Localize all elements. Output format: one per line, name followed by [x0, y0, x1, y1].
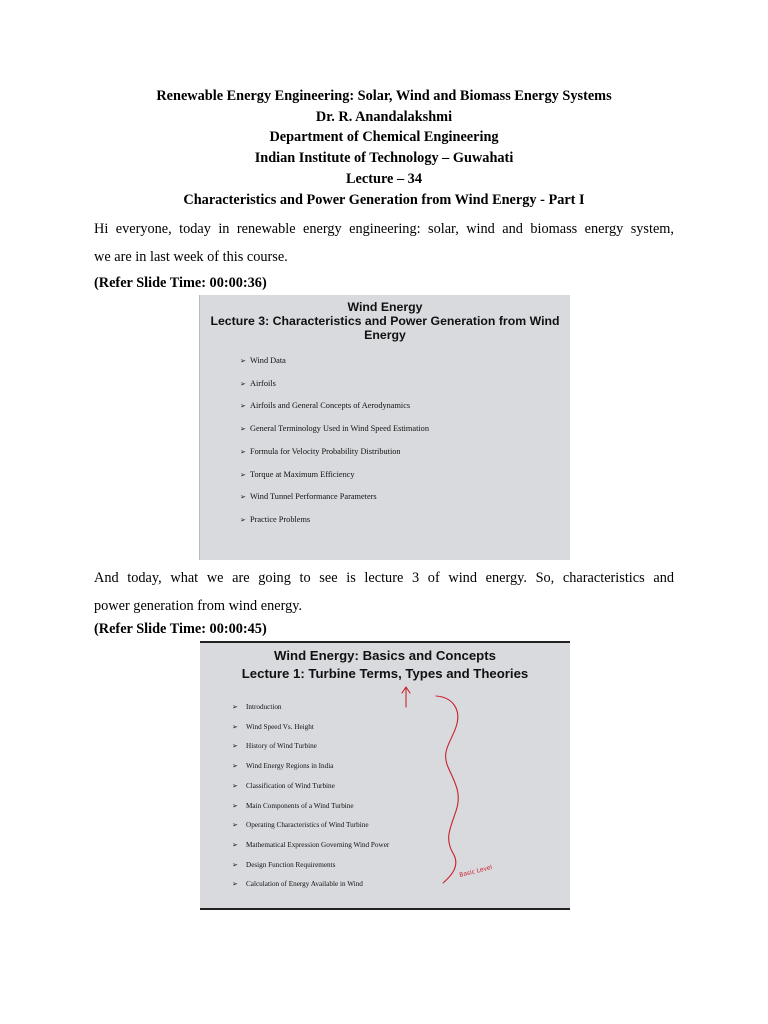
bullet-arrow-icon: ➢ — [232, 801, 238, 810]
slide-subtitle: Lecture 3: Characteristics and Power Generation from Wind Energy — [210, 314, 560, 342]
bullet-text: Wind Tunnel Performance Parameters — [250, 492, 377, 502]
bullet-arrow-icon: ➢ — [240, 447, 246, 456]
bullet-text: Airfoils and General Concepts of Aerodynamics — [250, 401, 411, 411]
slide-bullet-item — [232, 797, 389, 817]
bullet-arrow-icon: ➢ — [240, 402, 246, 411]
refer-slide-time-1: (Refer Slide Time: 00:00:36) — [94, 275, 267, 291]
lecture-number: Lecture – 34 — [346, 171, 422, 187]
bullet-text: Wind Energy Regions in India — [246, 762, 334, 771]
slide-bullet-item — [240, 373, 429, 396]
bullet-text: Introduction — [246, 703, 282, 711]
slide-bullet-item — [232, 777, 389, 797]
slide-title: Wind Energy: Basics and Concepts — [274, 648, 496, 663]
bullet-arrow-icon: ➢ — [232, 703, 238, 711]
slide-bullet-item — [240, 509, 429, 532]
slide-bullet-list — [232, 698, 389, 895]
slide-subtitle: Lecture 1: Turbine Terms, Types and Theories — [241, 666, 529, 681]
bullet-text: Operating Characteristics of Wind Turbine — [246, 821, 369, 830]
bullet-arrow-icon: ➢ — [240, 515, 246, 524]
slide-bullet-list — [240, 350, 429, 532]
bullet-arrow-icon: ➢ — [232, 840, 238, 849]
slide-bullet-item — [240, 418, 429, 441]
bullet-arrow-icon: ➢ — [240, 425, 246, 434]
slide-bullet-item — [232, 718, 389, 738]
transcript-paragraph-1 — [94, 215, 674, 271]
slide-bullet-item — [232, 856, 389, 876]
slide-bullet-item — [232, 836, 389, 856]
lecture-heading — [0, 169, 768, 210]
bullet-arrow-icon: ➢ — [232, 742, 238, 751]
bullet-text: Wind Data — [250, 356, 286, 365]
bullet-text: Torque at Maximum Efficiency — [250, 469, 355, 479]
bullet-text: Classification of Wind Turbine — [246, 781, 335, 790]
bullet-text: Calculation of Energy Available in Wind — [246, 880, 363, 889]
paragraph-line: we are in last week of this course. — [94, 249, 288, 265]
transcript-paragraph-2 — [94, 564, 674, 620]
paragraph-line: Hi everyone, today in renewable energy engineering: solar, wind and biomass energy system, — [94, 221, 674, 237]
bullet-arrow-icon: ➢ — [232, 781, 238, 790]
annotation-brace-icon — [436, 696, 458, 883]
paragraph-line: And today, what we are going to see is lecture 3 of wind energy. So, characteristics and — [94, 570, 674, 586]
refer-slide-time-2: (Refer Slide Time: 00:00:45) — [94, 621, 267, 637]
bullet-arrow-icon: ➢ — [232, 880, 238, 889]
bullet-text: Airfoils — [250, 378, 276, 388]
slide-bullet-item — [240, 395, 429, 418]
annotation-text: Basic Level — [458, 864, 493, 879]
bullet-text: Formula for Velocity Probability Distribution — [250, 446, 401, 456]
slide-bullet-item — [240, 441, 429, 464]
slide-bullet-item — [232, 737, 389, 757]
bullet-text: General Terminology Used in Wind Speed Estimation — [250, 424, 429, 434]
bullet-arrow-icon: ➢ — [240, 470, 246, 479]
slide-bullet-item — [240, 486, 429, 509]
bullet-text: History of Wind Turbine — [246, 742, 317, 751]
bullet-arrow-icon: ➢ — [232, 860, 238, 869]
slide-bullet-item — [232, 757, 389, 777]
bullet-text: Practice Problems — [250, 514, 311, 524]
bullet-arrow-icon: ➢ — [240, 493, 246, 502]
slide-bullet-item — [240, 464, 429, 487]
slide-bullet-item — [232, 698, 389, 718]
slide-bullet-item — [232, 816, 389, 836]
slide-image-2 — [200, 641, 570, 910]
slide-bullet-item — [232, 875, 389, 895]
bullet-text: Wind Speed Vs. Height — [246, 722, 314, 731]
lecture-title: Characteristics and Power Generation from Wind Energy - Part I — [183, 191, 585, 208]
bullet-arrow-icon: ➢ — [232, 821, 238, 830]
slide-bullet-item — [240, 350, 429, 373]
paragraph-line: power generation from wind energy. — [94, 598, 303, 614]
course-title: Renewable Energy Engineering: Solar, Wind and Biomass Energy Systems — [156, 88, 612, 104]
bullet-arrow-icon: ➢ — [232, 722, 238, 731]
slide-image-1 — [199, 295, 570, 560]
bullet-text: Design Function Requirements — [246, 860, 336, 869]
department-name: Department of Chemical Engineering — [269, 129, 499, 145]
instructor-name: Dr. R. Anandalakshmi — [315, 108, 453, 125]
document-header — [0, 86, 768, 168]
bullet-text: Main Components of a Wind Turbine — [246, 801, 354, 810]
slide-title: Wind Energy — [347, 300, 423, 314]
bullet-arrow-icon: ➢ — [232, 762, 238, 771]
annotation-arrow-icon — [402, 687, 410, 707]
institute-name: Indian Institute of Technology – Guwahati — [254, 149, 514, 166]
bullet-arrow-icon: ➢ — [240, 357, 246, 365]
bullet-arrow-icon: ➢ — [240, 379, 246, 388]
bullet-text: Mathematical Expression Governing Wind Power — [246, 840, 390, 849]
